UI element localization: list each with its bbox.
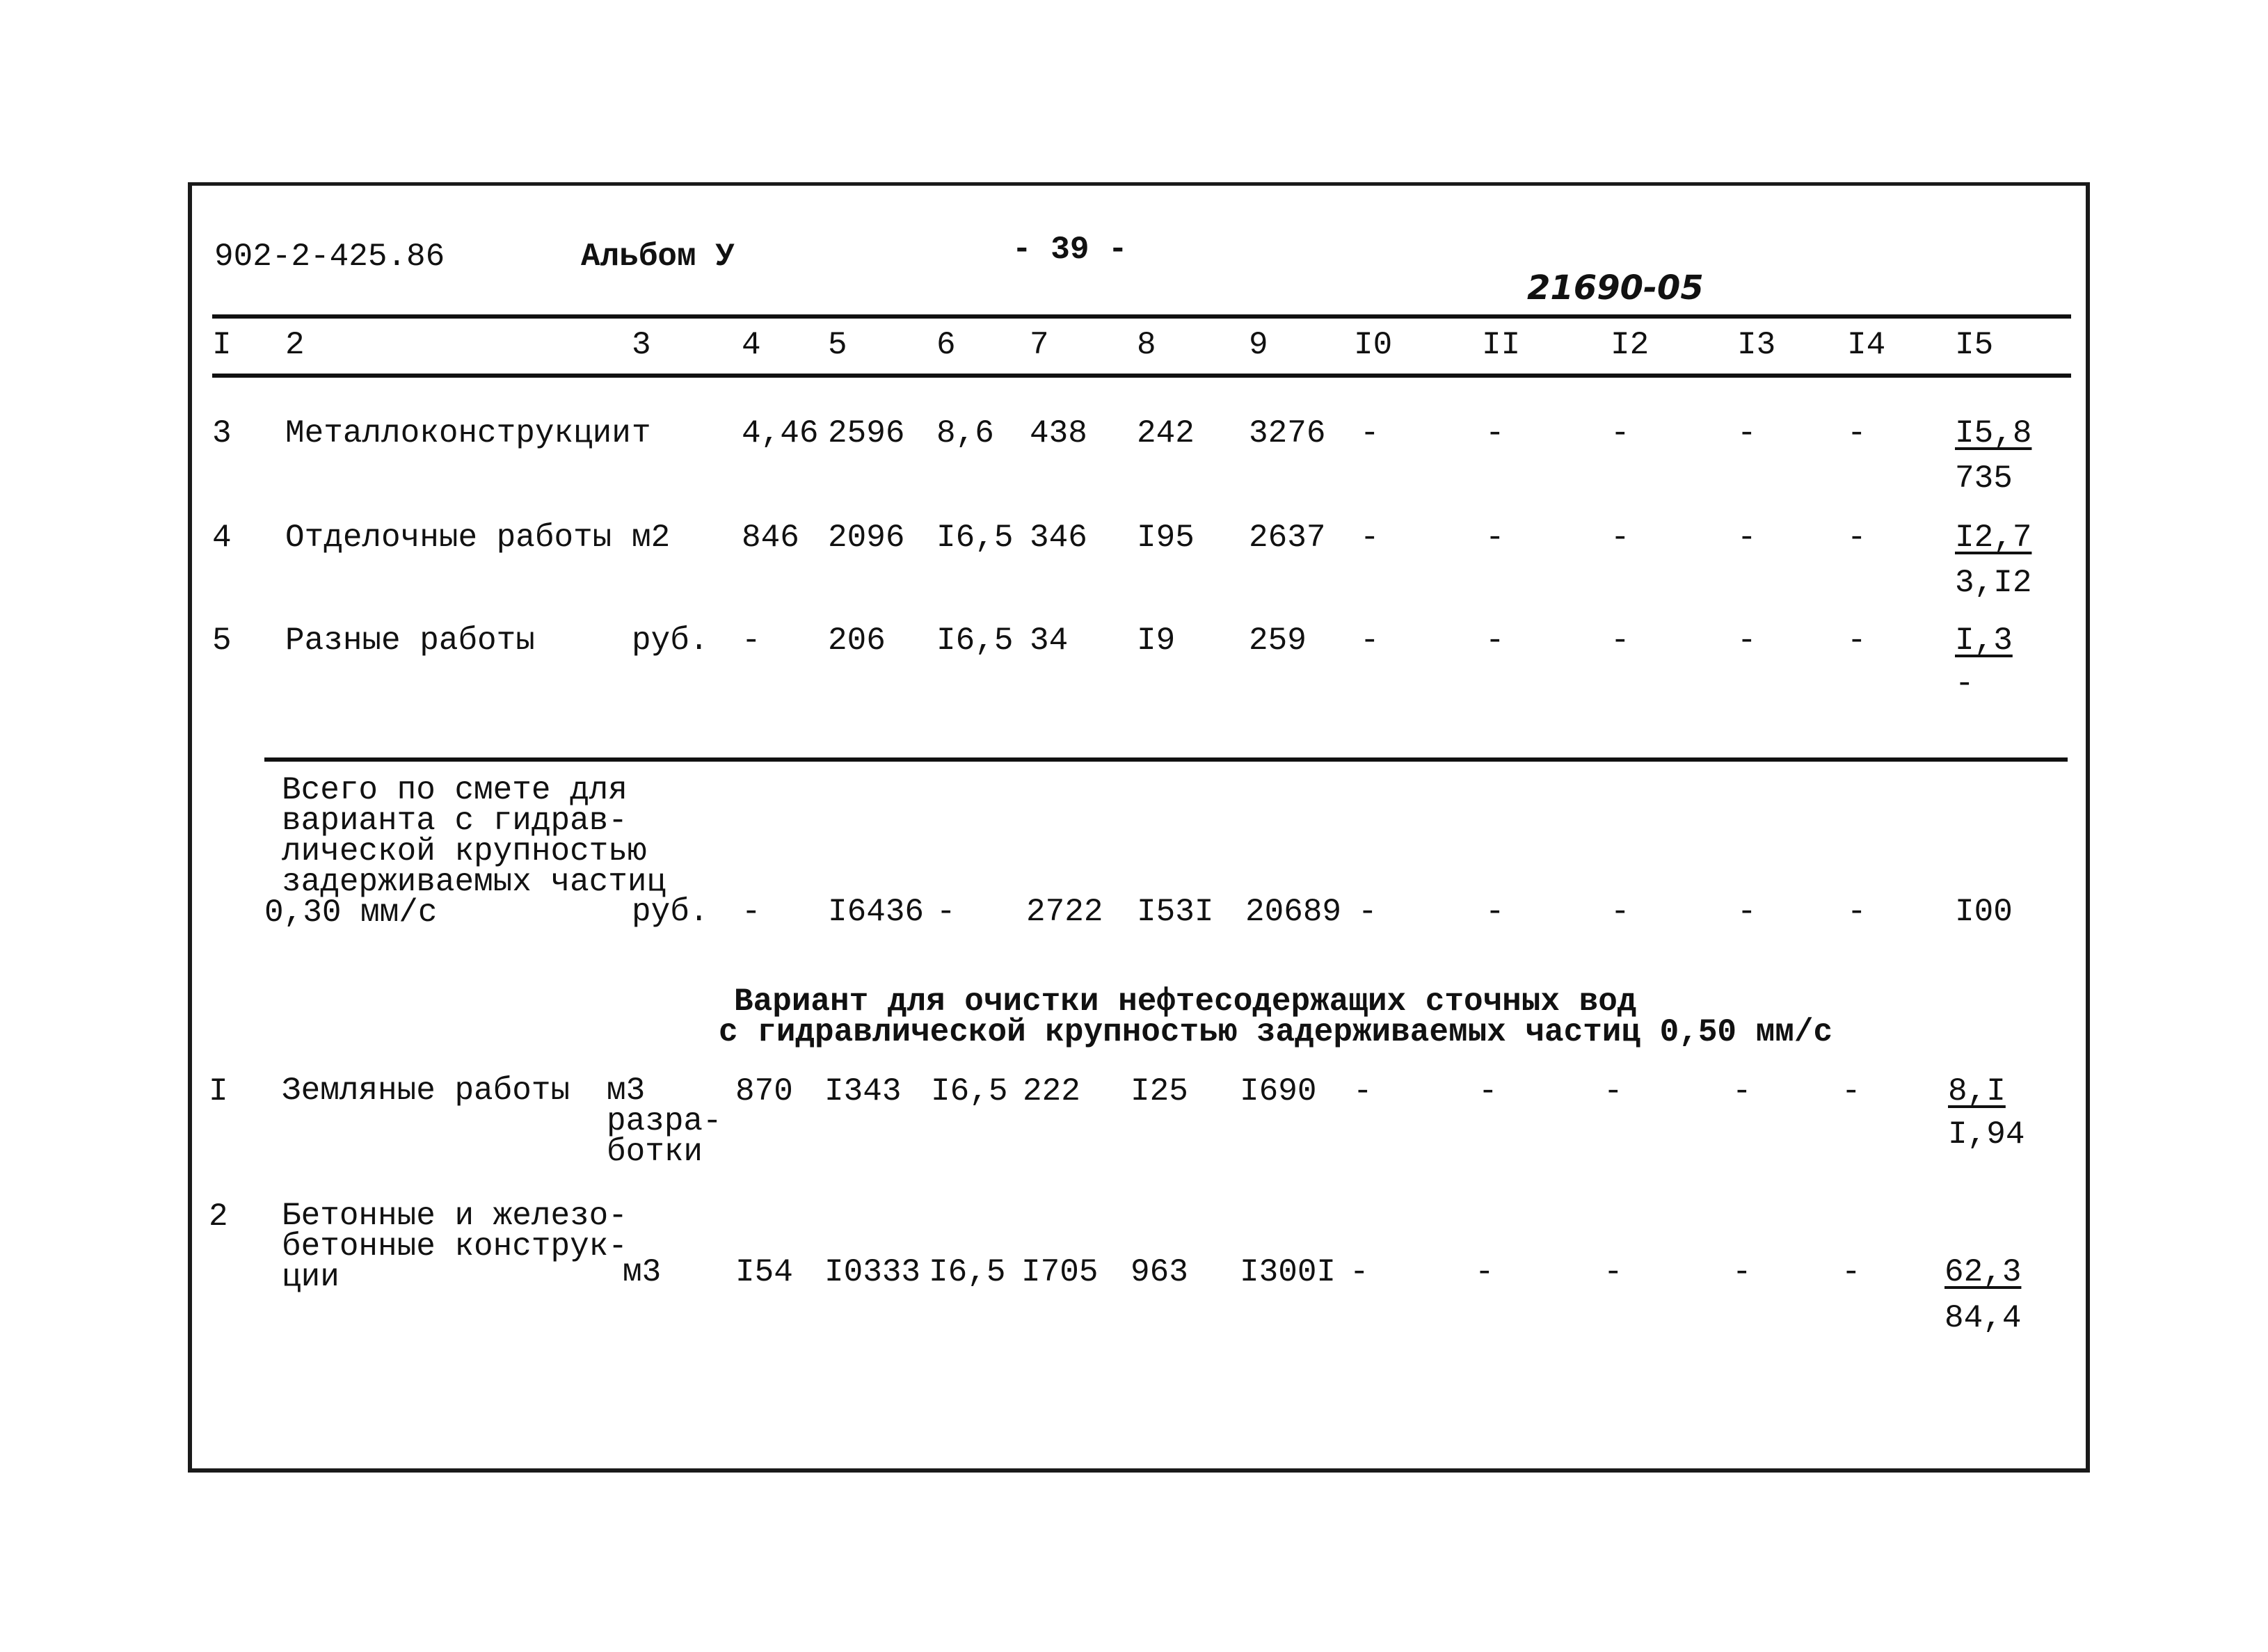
cell: 846 [742,520,799,556]
row-unit: м3 [623,1254,662,1290]
cell: - [1360,623,1380,659]
cell: - [1360,520,1380,556]
cell: - [742,894,761,930]
cell: - [1611,894,1630,930]
cell: I6,5 [931,1073,1008,1109]
cell: I54 [735,1254,793,1290]
cell: - [1604,1073,1623,1109]
cell: I25 [1131,1073,1188,1109]
cell: - [1485,415,1505,451]
header-rule-top [212,314,2071,319]
cell: I300I [1240,1254,1336,1290]
cell: - [1611,520,1630,556]
cell: - [1842,1073,1861,1109]
doc-code: 902-2-425.86 [214,239,445,275]
row-unit: т [632,415,651,451]
cell: I6,5 [929,1254,1006,1290]
cell: - [1353,1073,1373,1109]
col-header: 8 [1137,327,1156,363]
cell: I6436 [828,894,925,930]
col-header: 6 [936,327,956,363]
cell: - [1485,520,1505,556]
cell: - [1737,415,1757,451]
cell-fraction-top: I2,7 [1955,520,2032,556]
col-header: I2 [1611,327,1650,363]
col-header: II [1482,327,1521,363]
cell: - [742,623,761,659]
cell: - [1611,623,1630,659]
col-header: 9 [1249,327,1268,363]
album-label: Альбом У [581,239,735,275]
cell: - [1475,1254,1494,1290]
cell: 34 [1030,623,1069,659]
col-header: 5 [828,327,847,363]
col-header: 2 [285,327,305,363]
cell: - [1732,1254,1752,1290]
cell: - [1732,1073,1752,1109]
cell: - [1478,1073,1498,1109]
cell: I95 [1137,520,1195,556]
cell: 259 [1249,623,1307,659]
row-number: 3 [212,415,232,451]
col-header: I3 [1737,327,1776,363]
cell: - [1350,1254,1369,1290]
cell: 3276 [1249,415,1326,451]
cell: - [1737,623,1757,659]
col-header: I0 [1354,327,1393,363]
cell: 346 [1030,520,1087,556]
row-unit: руб. [632,894,709,930]
cell: - [1604,1254,1623,1290]
cell: 963 [1131,1254,1188,1290]
cell: I00 [1955,894,2013,930]
cell: - [936,894,956,930]
cell: - [1847,623,1867,659]
row-unit: м3 разра- ботки [607,1073,722,1170]
row-unit: руб. [632,623,709,659]
cell: 242 [1137,415,1195,451]
cell: 2637 [1249,520,1326,556]
col-header: I4 [1847,327,1886,363]
cell-fraction-bottom: - [1955,666,1974,702]
cell: 206 [828,623,886,659]
cell: - [1847,894,1867,930]
totals-rule [264,757,2068,762]
page-number: - 39 - [1012,232,1128,268]
cell-fraction-bottom: 3,I2 [1955,565,2032,601]
cell: - [1737,894,1757,930]
header-rule-bottom [212,374,2071,378]
cell: - [1485,894,1505,930]
cell: - [1847,415,1867,451]
cell: 870 [735,1073,793,1109]
cell: I705 [1021,1254,1099,1290]
cell: I0333 [824,1254,921,1290]
row-number: 2 [209,1198,228,1235]
cell: - [1358,894,1377,930]
cell: 20689 [1245,894,1342,930]
cell-fraction-bottom: I,94 [1948,1116,2025,1153]
stamp-number: 21690-05 [1527,268,1704,307]
row-name: Бетонные и железо- бетонные конструк- ции [282,1198,628,1295]
cell: 4,46 [742,415,819,451]
col-header: I5 [1955,327,1994,363]
col-header: 3 [632,327,651,363]
cell: - [1737,520,1757,556]
row-number: 5 [212,623,232,659]
cell: 8,6 [936,415,994,451]
cell: - [1611,415,1630,451]
cell-fraction-top: I,3 [1955,623,2013,659]
cell: I690 [1240,1073,1317,1109]
row-number: I [209,1073,228,1109]
cell: 2722 [1026,894,1103,930]
cell: - [1847,520,1867,556]
row-name: Разные работы [285,623,535,659]
row-unit: м2 [632,520,671,556]
col-header: 7 [1030,327,1049,363]
cell: I6,5 [936,520,1014,556]
cell-fraction-top: I5,8 [1955,415,2032,451]
cell: 222 [1023,1073,1080,1109]
cell: I53I [1137,894,1214,930]
cell: I9 [1137,623,1176,659]
cell: - [1485,623,1505,659]
cell: 2096 [828,520,905,556]
row-name: Земляные работы [282,1073,570,1109]
cell: - [1360,415,1380,451]
cell: - [1842,1254,1861,1290]
variant-heading: Вариант для очистки нефтесодержащих сточных вод с гидравлической крупностью задерживаемых частиц 0,50 мм/с [719,984,1833,1050]
col-header: I [212,327,232,363]
row-name: Металлоконструкции [285,415,631,451]
col-header: 4 [742,327,761,363]
row-number: 4 [212,520,232,556]
cell-fraction-bottom: 84,4 [1944,1300,2022,1336]
cell: I343 [824,1073,902,1109]
cell-fraction-top: 8,I [1948,1073,2006,1109]
total-label: Всего по смете для варианта с гидрав- лической крупностью задерживаемых частиц 0,30 мм/с [264,772,666,931]
cell-fraction-bottom: 735 [1955,460,2013,497]
row-name: Отделочные работы [285,520,612,556]
cell: 438 [1030,415,1087,451]
cell-fraction-top: 62,3 [1944,1254,2022,1290]
cell: 2596 [828,415,905,451]
cell: I6,5 [936,623,1014,659]
